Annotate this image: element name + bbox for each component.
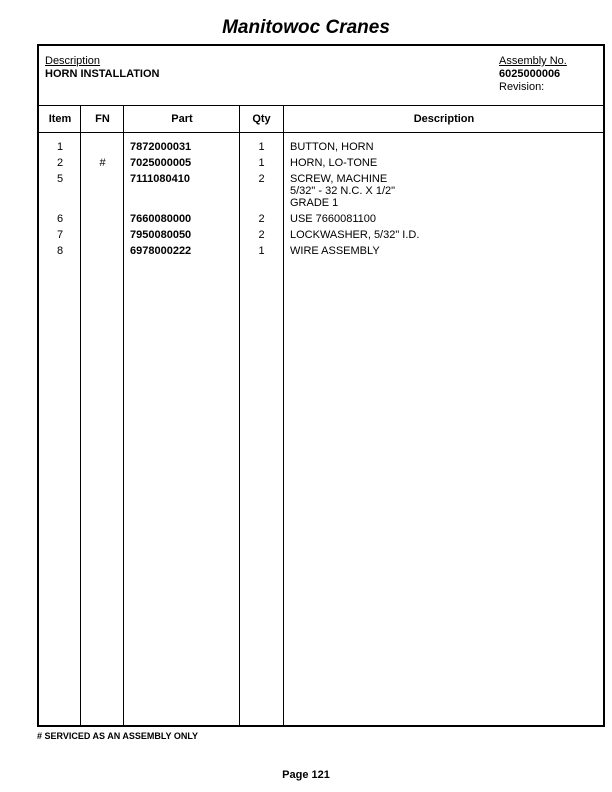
description-cell [290, 173, 395, 209]
table-row [39, 157, 603, 173]
part-number-cell: 7950080050 [130, 229, 192, 241]
description-line: USE 7660081100 [290, 213, 377, 225]
item-cell: 1 [56, 141, 64, 153]
qty-cell: 1 [258, 141, 265, 153]
part-number-cell: 7660080000 [130, 213, 192, 225]
description-cell [290, 141, 374, 153]
assembly-label: Assembly No. [499, 55, 567, 67]
description-line: 5/32" - 32 N.C. X 1/2" [290, 185, 396, 197]
description-label: Description [45, 55, 101, 67]
footnote: # SERVICED AS AN ASSEMBLY ONLY [37, 731, 199, 741]
assembly-value: 6025000006 [499, 68, 561, 80]
qty-cell: 2 [258, 213, 265, 225]
description-value: HORN INSTALLATION [45, 68, 160, 80]
description-block [45, 55, 159, 81]
fn-cell: # [99, 157, 106, 169]
part-number-cell: 7025000005 [130, 157, 192, 169]
qty-cell: 2 [258, 173, 265, 185]
page-title: Manitowoc Cranes [222, 17, 390, 38]
description-line: HORN, LO-TONE [290, 157, 378, 169]
part-number-cell: 7872000031 [130, 141, 192, 153]
description-line: BUTTON, HORN [290, 141, 374, 153]
column-header-item: Item [48, 113, 72, 125]
column-header-qty: Qty [252, 113, 271, 125]
table-row [39, 213, 603, 229]
description-line: WIRE ASSEMBLY [290, 245, 380, 257]
column-header-description: Description [413, 113, 475, 125]
description-cell [290, 213, 376, 225]
revision-label: Revision: [499, 81, 545, 93]
column-header-fn: FN [95, 113, 110, 125]
qty-cell: 1 [258, 157, 265, 169]
item-cell: 7 [56, 229, 64, 241]
assembly-block [499, 55, 567, 94]
description-line: LOCKWASHER, 5/32" I.D. [290, 229, 420, 241]
part-number-cell: 6978000222 [130, 245, 192, 257]
assembly-header [39, 46, 603, 106]
qty-cell: 1 [258, 245, 265, 257]
parts-table-body [39, 141, 603, 261]
item-cell: 2 [56, 157, 64, 169]
page-number: Page 121 [282, 769, 330, 781]
qty-cell: 2 [258, 229, 265, 241]
part-number-cell: 7111080410 [130, 173, 190, 185]
description-cell [290, 229, 419, 241]
table-row [39, 229, 603, 245]
item-cell: 5 [56, 173, 64, 185]
table-row [39, 245, 603, 261]
item-cell: 6 [56, 213, 64, 225]
column-header-part: Part [171, 113, 193, 125]
description-line: SCREW, MACHINE [290, 173, 388, 185]
description-cell [290, 245, 380, 257]
table-row [39, 173, 603, 213]
item-cell: 8 [56, 245, 64, 257]
description-line: GRADE 1 [290, 197, 339, 209]
parts-list-frame [37, 44, 605, 727]
description-cell [290, 157, 377, 169]
table-row [39, 141, 603, 157]
